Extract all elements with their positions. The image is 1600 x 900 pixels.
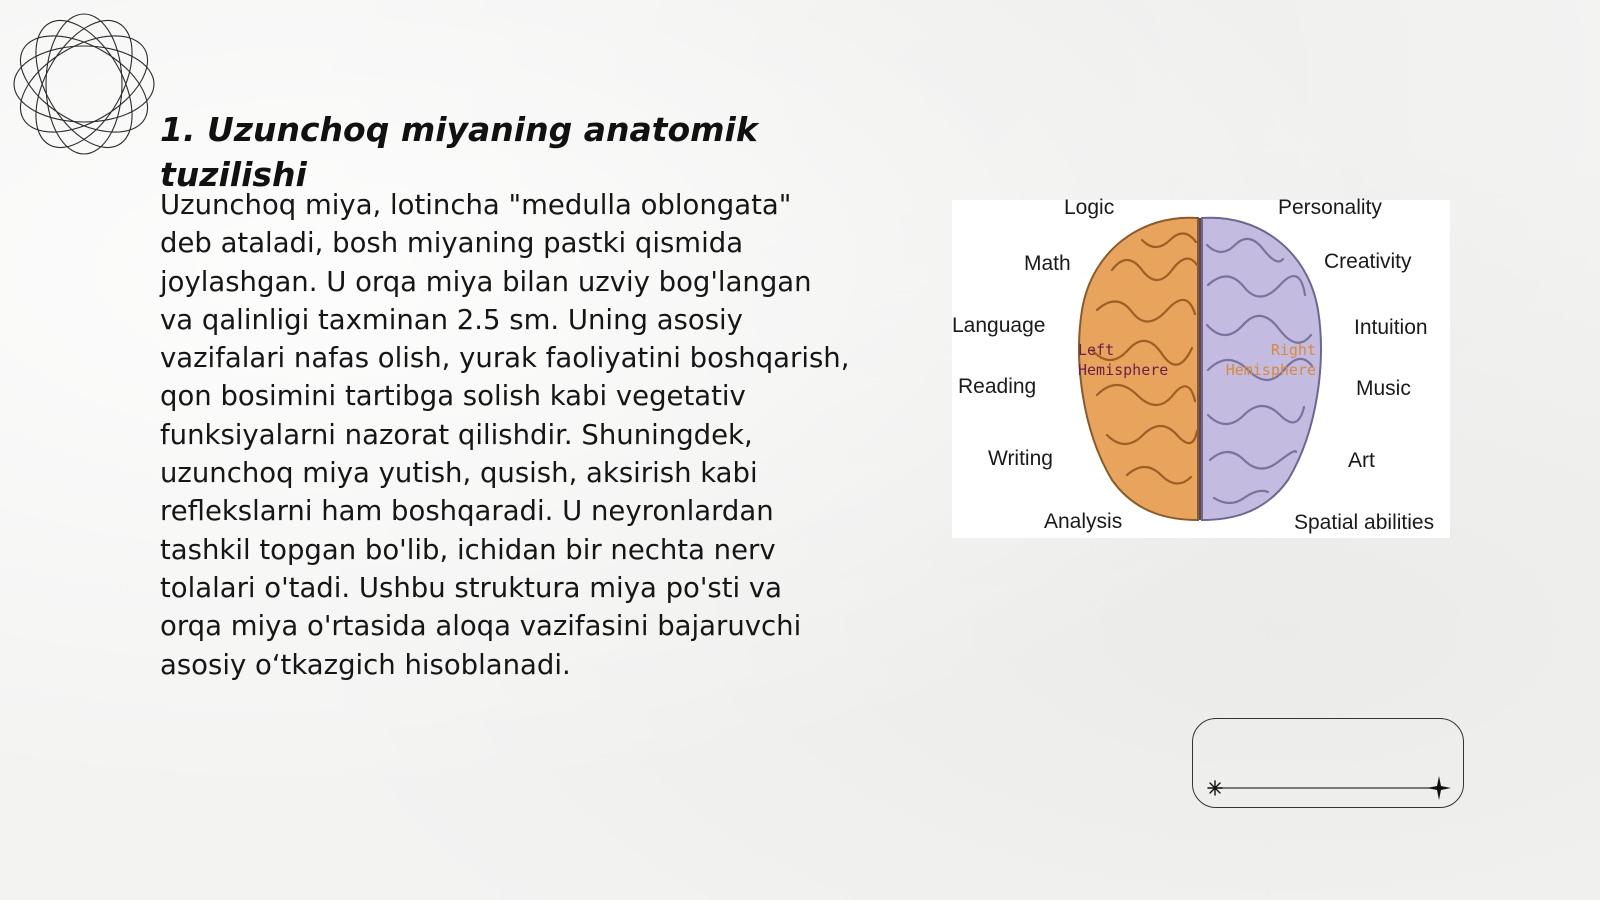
- left-hemisphere-label-line1: Left: [1078, 341, 1115, 359]
- right-hemisphere-label: [1208, 340, 1316, 380]
- right-hemisphere-label-line1: Right: [1270, 341, 1316, 359]
- label-art: Art: [1348, 449, 1375, 472]
- slide-body-text: Uzunchoq miya, lotincha "medulla oblongata" deb ataladi, bosh miyaning pastki qismida joylashgan. U orqa miya bilan uzviy bog'langan va qalinligi taxminan 2.5 sm. Uning asosiy vazifalari nafas olish, yurak faoliyatini boshqarish, qon bosimini tartibga solish kabi vegetativ funksiyalarni nazorat qilishdir. Shuningdek, uzunchoq miya yutish, qusish, aksirish kabi reflekslarni ham boshqaradi. U neyronlardan tashkil topgan bo'lib, ichidan bir nechta nerv tolalari o'tadi. Ushbu struktura miya po'sti va orqa miya o'rtasida aloqa vazifasini bajaruvchi asosiy o‘tkazgich hisoblanadi.: [160, 189, 850, 681]
- label-language: Language: [952, 314, 1046, 337]
- decorative-line-box: [1192, 718, 1464, 808]
- label-writing: Writing: [988, 447, 1053, 470]
- four-point-star-icon: [1427, 776, 1451, 800]
- label-math: Math: [1024, 252, 1071, 275]
- label-reading: Reading: [958, 375, 1037, 398]
- left-hemisphere-label: [1078, 340, 1168, 380]
- label-creativity: Creativity: [1324, 250, 1412, 273]
- label-personality: Personality: [1278, 196, 1382, 219]
- slide-title: 1. Uzunchoq miyaning anatomik tuzilishi: [160, 110, 758, 194]
- label-analysis: Analysis: [1044, 510, 1123, 533]
- label-intuition: Intuition: [1354, 316, 1428, 339]
- right-hemisphere-label-line2: Hemisphere: [1225, 361, 1316, 379]
- label-spatial-abilities: Spatial abilities: [1294, 511, 1435, 534]
- label-music: Music: [1356, 377, 1411, 400]
- label-logic: Logic: [1064, 196, 1115, 219]
- brain-hemispheres-figure: [952, 196, 1450, 538]
- circular-line-ornament-icon: [10, 10, 158, 158]
- left-hemisphere-label-line2: Hemisphere: [1078, 361, 1169, 379]
- sparkle-icon: [1208, 781, 1222, 795]
